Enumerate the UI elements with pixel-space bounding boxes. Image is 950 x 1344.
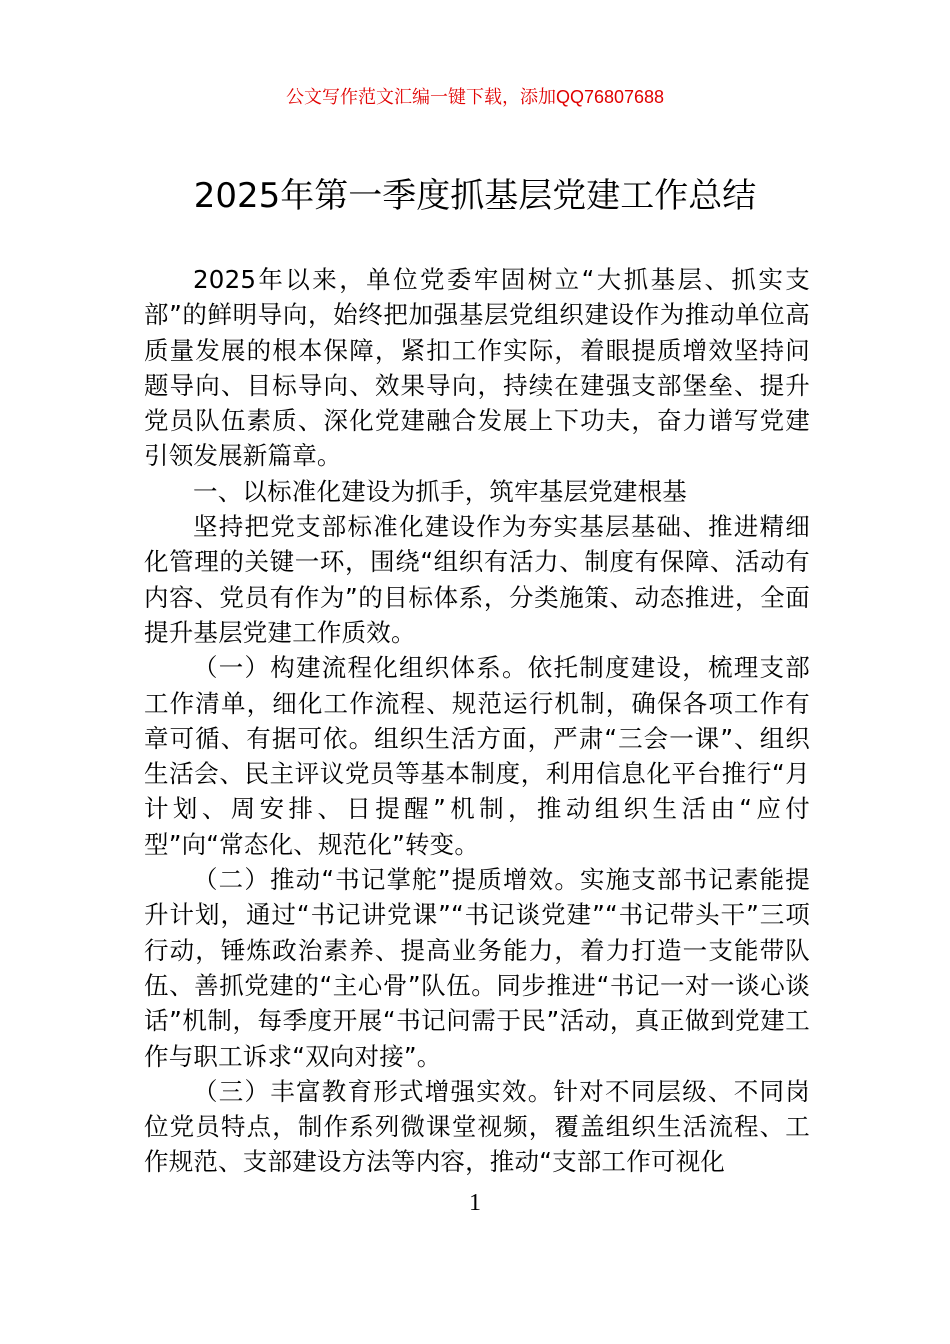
subsection-1-paragraph: （一）构建流程化组织体系。依托制度建设，梳理支部工作清单，细化工作流程、规范运行机制，确保各项工作有章可循、有据可依。组织生活方面，严肃“三会一课”、组织生活会、民主评议党员等基本制度，利用信息化平台推行“月计划、周安排、日提醒”机制，推动组织生活由“应付型”向“常态化、规范化”转变。 (144, 653, 810, 859)
document-title: 2025年第一季度抓基层党建工作总结 (193, 176, 757, 216)
page-number: 1 (469, 1190, 481, 1216)
section-1-intro-paragraph: 坚持把党支部标准化建设作为夯实基层基础、推进精细化管理的关键一环，围绕“组织有活力、制度有保障、活动有内容、党员有作为”的目标体系，分类施策、动态推进，全面提升基层党建工作质效。 (144, 512, 810, 647)
subsection-2-paragraph: （二）推动“书记掌舵”提质增效。实施支部书记素能提升计划，通过“书记讲党课”“书记谈党建”“书记带头干”三项行动，锤炼政治素养、提高业务能力，着力打造一支能带队伍、善抓党建的“主心骨”队伍。同步推进“书记一对一谈心谈话”机制，每季度开展“书记问需于民”活动，真正做到党建工作与职工诉求“双向对接”。 (144, 865, 810, 1071)
intro-paragraph: 2025年以来，单位党委牢固树立“大抓基层、抓实支部”的鲜明导向，始终把加强基层党组织建设作为推动单位高质量发展的根本保障，紧扣工作实际，着眼提质增效坚持问题导向、目标导向、效果导向，持续在建强支部堡垒、提升党员队伍素质、深化党建融合发展上下功夫，奋力谱写党建引领发展新篇章。 (144, 265, 810, 471)
download-promo-note: 公文写作范文汇编一键下载，添加QQ76807688 (285, 87, 665, 107)
document-body (144, 262, 810, 1180)
subsection-3-paragraph: （三）丰富教育形式增强实效。针对不同层级、不同岗位党员特点，制作系列微课堂视频，覆盖组织生活流程、工作规范、支部建设方法等内容，推动“支部工作可视化 (144, 1076, 810, 1177)
section-heading-1: 一、以标准化建设为抓手，筑牢基层党建根基 (193, 476, 687, 506)
